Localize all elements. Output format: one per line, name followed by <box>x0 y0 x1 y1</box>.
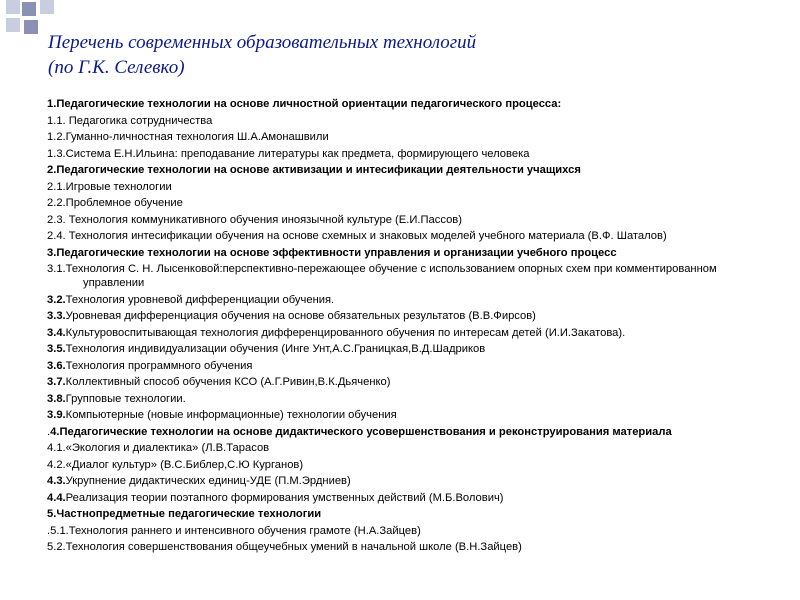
list-item-number: 3.3. <box>47 310 66 322</box>
list-item <box>47 540 757 554</box>
list-item-text: Коллективный способ обучения КСО (А.Г.Ривин,В.К.Дьяченко) <box>65 376 391 388</box>
list-item-text: Культуровоспитывающая технология дифференцированного обучения по интересам детей (И.И.Закатова). <box>65 326 626 339</box>
list-item-text: 2.Педагогические технологии на основе активизации и интесификации деятельности учащихся <box>47 164 581 176</box>
list-item-lead: . <box>47 425 51 438</box>
list-item <box>47 392 757 406</box>
list-item <box>47 524 757 538</box>
technology-list <box>47 97 757 557</box>
list-item <box>47 441 757 455</box>
list-item-text: 5.1.Технология раннего и интенсивного обучения грамоте (Н.А.Зайцев) <box>50 524 421 537</box>
list-item-number: 3.8. <box>47 392 66 405</box>
list-item-text: 4.2.«Диалог культур» (В.С.Библер,С.Ю Курганов) <box>47 458 304 471</box>
list-heading <box>47 163 757 177</box>
list-item <box>47 229 757 243</box>
list-item <box>47 130 757 144</box>
list-item-text: 4.Педагогические технологии на основе дидактического усовершенствования и реконструирования материала <box>50 425 672 438</box>
list-item-number: 3.5. <box>47 343 66 355</box>
list-item <box>47 375 757 389</box>
list-item-number: 3.9. <box>47 409 66 421</box>
list-item <box>47 342 757 356</box>
decor-square <box>6 0 20 14</box>
decor-square <box>22 2 36 16</box>
list-item-text: Технология уровневой дифференциации обучения. <box>65 293 335 306</box>
list-item-text: 1.3.Система Е.Н.Ильина: преподавание литературы как предмета, формирующего человека <box>47 147 530 160</box>
list-item <box>47 180 757 194</box>
list-item-number: 4.3. <box>47 475 66 487</box>
list-item <box>47 359 757 373</box>
decor-square <box>24 20 38 34</box>
list-item-text: Компьютерные (новые информационные) технологии обучения <box>65 409 397 421</box>
list-item-text: 3.1.Технология С. Н. Лысенковой:перспективно-пережающее обучение с использованием опорных схем при комментированном управлении <box>47 263 717 289</box>
list-item <box>47 458 757 472</box>
list-item-number: 3.4. <box>47 326 66 339</box>
list-item <box>47 147 757 161</box>
list-item-text: 2.1.Игровые технологии <box>47 180 172 193</box>
decor-square <box>40 0 54 14</box>
list-heading <box>47 97 757 111</box>
slide-title-line1: Перечень современных образовательных технологий <box>48 32 477 53</box>
list-item-text: 2.3. Технология коммуникативного обучения иноязычной культуре (Е.И.Пассов) <box>47 213 462 226</box>
decor-square <box>6 18 20 32</box>
list-item-text: 3.Педагогические технологии на основе эффективности управления и организации учебного процесс <box>47 246 617 259</box>
list-item <box>47 262 757 290</box>
list-item-number: 3.6. <box>47 359 66 372</box>
list-item-text: Уровневая дифференциация обучения на основе обязательных результатов (В.В.Фирсов) <box>65 310 536 322</box>
list-item-text: Групповые технологии. <box>65 392 186 405</box>
list-item <box>47 309 757 323</box>
list-item <box>47 293 757 307</box>
list-item-text: Реализация теории поэтапного формирования умственных действий (М.Б.Волович) <box>65 491 504 504</box>
list-item-text: 1.2.Гуманно-личностная технология Ш.А.Амонашвили <box>47 131 329 143</box>
list-heading <box>47 507 757 521</box>
list-item-text: Укрупнение дидактических единиц-УДЕ (П.М.Эрдниев) <box>65 475 351 487</box>
list-item-number: 3.2. <box>47 293 66 306</box>
list-item <box>47 326 757 340</box>
list-item-lead: . <box>47 524 51 537</box>
list-item-text: 5.Частнопредметные педагогические технологии <box>47 508 322 520</box>
list-item-number: 4.4. <box>47 491 66 504</box>
list-item-text: Технология индивидуализации обучения (Инге Унт,А.С.Границкая,В.Д.Шадриков <box>65 343 486 355</box>
list-heading <box>47 246 757 260</box>
list-item-text: 2.4. Технология интесификации обучения на основе схемных и знаковых моделей учебного материала (В.Ф. Шаталов) <box>47 230 667 242</box>
list-item-text: 2.2.Проблемное обучение <box>47 197 183 209</box>
list-heading <box>47 425 757 439</box>
list-item-text: 1.Педагогические технологии на основе личностной ориентации педагогического процесса: <box>47 98 562 110</box>
list-item-text: 4.1.«Экология и диалектика» (Л.В.Тарасов <box>47 442 270 454</box>
slide-title <box>48 30 476 80</box>
list-item <box>47 196 757 210</box>
list-item-text: 1.1. Педагогика сотрудничества <box>47 114 213 127</box>
list-item-text: Технология программного обучения <box>65 359 253 372</box>
list-item <box>47 213 757 227</box>
slide-title-line2: (по Г.К. Селевко) <box>48 57 185 78</box>
list-item <box>47 114 757 128</box>
list-item-number: 3.7. <box>47 376 66 388</box>
list-item <box>47 491 757 505</box>
list-item-text: 5.2.Технология совершенствования общеучебных умений в начальной школе (В.Н.Зайцев) <box>47 541 522 553</box>
list-item <box>47 474 757 488</box>
list-item <box>47 408 757 422</box>
